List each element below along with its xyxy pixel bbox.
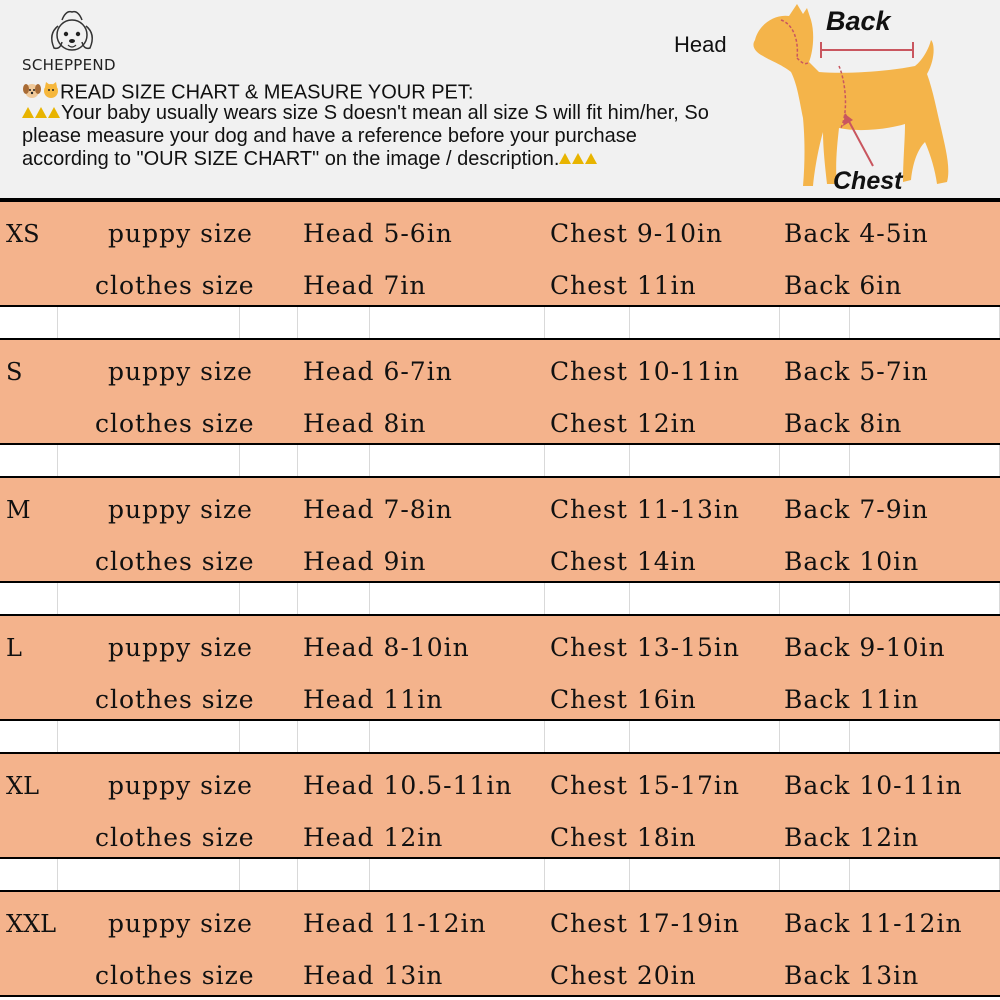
puppy-label-cell: puppy size <box>108 909 253 938</box>
spacer-cell <box>58 721 240 752</box>
warning-icon <box>22 102 61 124</box>
clothes-chest-cell: Chest 20in <box>550 961 697 990</box>
spacer-cell <box>240 307 298 338</box>
spacer-cell <box>298 583 370 614</box>
puppy-chest-cell: Chest 10-11in <box>550 357 741 386</box>
spacer-row <box>0 721 1000 752</box>
spacer-cell <box>370 307 545 338</box>
puppy-back-cell: Back 11-12in <box>784 909 963 938</box>
size-label: M <box>6 496 31 524</box>
size-label: XL <box>6 772 40 800</box>
clothes-label-cell: clothes size <box>95 271 255 300</box>
clothes-back-cell: Back 12in <box>784 823 920 852</box>
spacer-cell <box>58 583 240 614</box>
spacer-row <box>0 583 1000 614</box>
spacer-cell <box>545 583 630 614</box>
spacer-cell <box>780 307 850 338</box>
clothes-chest-cell: Chest 14in <box>550 547 697 576</box>
head-measure-label: Head <box>674 32 727 57</box>
clothes-back-cell: Back 6in <box>784 271 903 300</box>
notice-title-text: READ SIZE CHART & MEASURE YOUR PET: <box>60 81 474 104</box>
notice-body-text: Your baby usually wears size S doesn't mean all size S will fit him/her, So please measure your dog and have a reference before your purchase according to "OUR SIZE CHART" on the image / description. <box>22 102 709 170</box>
spacer-cell <box>370 445 545 476</box>
puppy-label-cell: puppy size <box>108 357 253 386</box>
clothes-head-cell: Head 8in <box>303 409 427 438</box>
clothes-label-cell: clothes size <box>95 409 255 438</box>
size-label: L <box>6 634 22 662</box>
puppy-label-cell: puppy size <box>108 771 253 800</box>
spacer-cell <box>0 445 58 476</box>
spacer-cell <box>545 445 630 476</box>
spacer-cell <box>850 583 1000 614</box>
spacer-cell <box>240 445 298 476</box>
size-label: XXL <box>6 910 57 938</box>
size-row-xl <box>0 752 1000 859</box>
clothes-chest-cell: Chest 11in <box>550 271 697 300</box>
clothes-head-cell: Head 9in <box>303 547 427 576</box>
puppy-back-cell: Back 10-11in <box>784 771 963 800</box>
clothes-chest-cell: Chest 18in <box>550 823 697 852</box>
size-label: XS <box>6 220 40 248</box>
spacer-cell <box>0 859 58 890</box>
clothes-head-cell: Head 7in <box>303 271 427 300</box>
puppy-back-cell: Back 4-5in <box>784 219 929 248</box>
puppy-back-cell: Back 9-10in <box>784 633 946 662</box>
puppy-face-logo-icon <box>44 8 100 58</box>
puppy-head-cell: Head 5-6in <box>303 219 453 248</box>
clothes-back-cell: Back 11in <box>784 685 920 714</box>
size-row-l <box>0 614 1000 721</box>
puppy-label-cell: puppy size <box>108 495 253 524</box>
spacer-cell <box>298 859 370 890</box>
puppy-chest-cell: Chest 15-17in <box>550 771 741 800</box>
spacer-cell <box>240 721 298 752</box>
spacer-cell <box>545 721 630 752</box>
clothes-head-cell: Head 13in <box>303 961 444 990</box>
size-chart-header <box>0 0 1000 200</box>
clothes-back-cell: Back 13in <box>784 961 920 990</box>
puppy-head-cell: Head 6-7in <box>303 357 453 386</box>
spacer-row <box>0 445 1000 476</box>
spacer-cell <box>630 721 780 752</box>
clothes-head-cell: Head 12in <box>303 823 444 852</box>
puppy-head-cell: Head 11-12in <box>303 909 487 938</box>
clothes-back-cell: Back 8in <box>784 409 903 438</box>
puppy-chest-cell: Chest 11-13in <box>550 495 741 524</box>
brand-name: SCHEPPEND <box>22 56 116 74</box>
chest-measure-label: Chest <box>833 167 903 195</box>
size-row-s <box>0 338 1000 445</box>
spacer-row <box>0 307 1000 338</box>
size-row-xxl <box>0 890 1000 997</box>
size-row-m <box>0 476 1000 583</box>
spacer-cell <box>0 307 58 338</box>
clothes-back-cell: Back 10in <box>784 547 920 576</box>
spacer-cell <box>370 583 545 614</box>
spacer-cell <box>370 859 545 890</box>
clothes-label-cell: clothes size <box>95 823 255 852</box>
puppy-chest-cell: Chest 13-15in <box>550 633 741 662</box>
puppy-label-cell: puppy size <box>108 633 253 662</box>
spacer-cell <box>780 583 850 614</box>
spacer-row <box>0 859 1000 890</box>
puppy-chest-cell: Chest 9-10in <box>550 219 724 248</box>
spacer-cell <box>0 721 58 752</box>
spacer-cell <box>240 583 298 614</box>
spacer-cell <box>58 859 240 890</box>
spacer-cell <box>58 307 240 338</box>
spacer-cell <box>545 307 630 338</box>
puppy-back-cell: Back 5-7in <box>784 357 929 386</box>
clothes-chest-cell: Chest 12in <box>550 409 697 438</box>
spacer-cell <box>850 721 1000 752</box>
spacer-cell <box>298 445 370 476</box>
spacer-cell <box>780 721 850 752</box>
spacer-cell <box>240 859 298 890</box>
clothes-head-cell: Head 11in <box>303 685 444 714</box>
clothes-chest-cell: Chest 16in <box>550 685 697 714</box>
clothes-label-cell: clothes size <box>95 685 255 714</box>
spacer-cell <box>298 721 370 752</box>
spacer-cell <box>630 583 780 614</box>
clothes-label-cell: clothes size <box>95 547 255 576</box>
puppy-chest-cell: Chest 17-19in <box>550 909 741 938</box>
spacer-cell <box>850 859 1000 890</box>
spacer-cell <box>58 445 240 476</box>
spacer-cell <box>545 859 630 890</box>
spacer-cell <box>850 445 1000 476</box>
warning-icon <box>559 148 598 170</box>
clothes-label-cell: clothes size <box>95 961 255 990</box>
size-label: S <box>6 358 23 386</box>
puppy-head-cell: Head 10.5-11in <box>303 771 513 800</box>
spacer-cell <box>780 859 850 890</box>
puppy-label-cell: puppy size <box>108 219 253 248</box>
spacer-cell <box>630 307 780 338</box>
spacer-cell <box>850 307 1000 338</box>
spacer-cell <box>780 445 850 476</box>
size-row-xs <box>0 200 1000 307</box>
notice-body <box>22 102 722 171</box>
spacer-cell <box>630 445 780 476</box>
spacer-cell <box>298 307 370 338</box>
puppy-head-cell: Head 7-8in <box>303 495 453 524</box>
back-measure-label: Back <box>826 6 891 36</box>
spacer-cell <box>0 583 58 614</box>
spacer-cell <box>370 721 545 752</box>
spacer-cell <box>630 859 780 890</box>
puppy-back-cell: Back 7-9in <box>784 495 929 524</box>
puppy-head-cell: Head 8-10in <box>303 633 470 662</box>
